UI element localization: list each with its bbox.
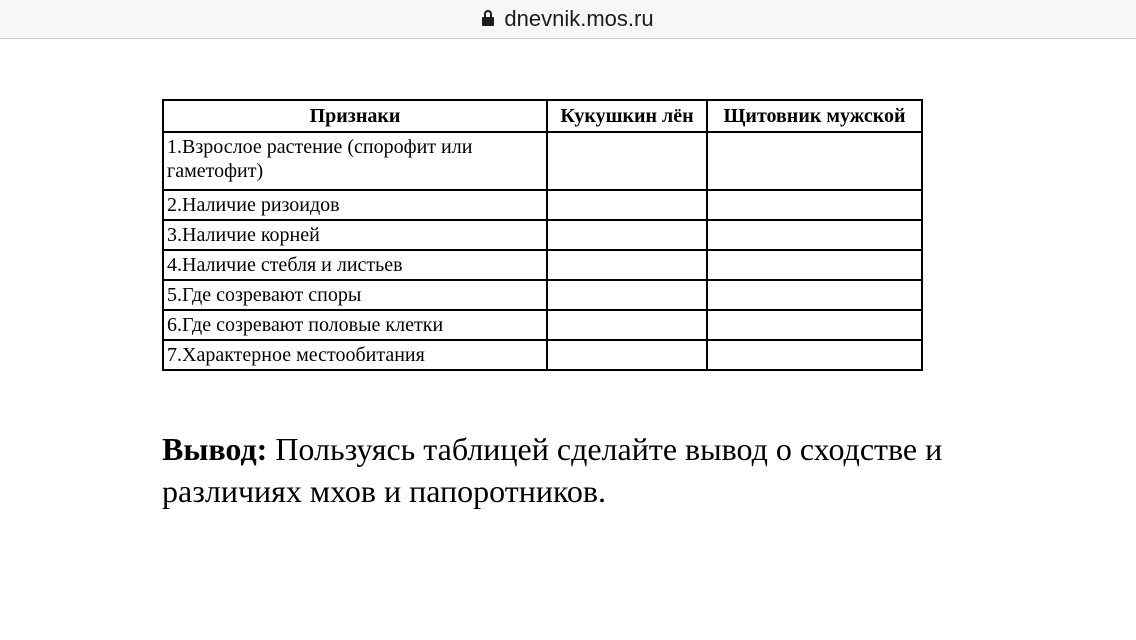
conclusion-label: Вывод: [162,431,268,467]
row-cell-dryopteris [707,280,922,310]
header-dryopteris: Щитовник мужской [707,100,922,132]
row-cell-dryopteris [707,340,922,370]
row-cell-dryopteris [707,132,922,190]
header-features: Признаки [163,100,547,132]
row-feature: 1.Взрослое растение (спорофит или гаметофит) [163,132,547,190]
row-feature: 7.Характерное местообитания [163,340,547,370]
conclusion-text: Пользуясь таблицей сделайте вывод о сходстве и различиях мхов и папоротников. [162,431,943,509]
table-row [163,340,922,370]
table-row [163,220,922,250]
url-text: dnevnik.mos.ru [504,6,654,31]
row-cell-polytrichum [547,340,707,370]
page-content [0,40,1136,640]
row-cell-polytrichum [547,190,707,220]
row-cell-polytrichum [547,132,707,190]
table-row [163,132,922,190]
conclusion-paragraph [162,428,1022,512]
table-row [163,190,922,220]
row-cell-dryopteris [707,220,922,250]
header-polytrichum: Кукушкин лён [547,100,707,132]
row-cell-dryopteris [707,250,922,280]
row-cell-polytrichum [547,220,707,250]
row-feature: 3.Наличие корней [163,220,547,250]
row-feature: 2.Наличие ризоидов [163,190,547,220]
table-row [163,250,922,280]
row-cell-polytrichum [547,250,707,280]
row-feature: 4.Наличие стебля и листьев [163,250,547,280]
row-feature: 5.Где созревают споры [163,280,547,310]
address-bar[interactable] [0,0,1136,39]
row-feature: 6.Где созревают половые клетки [163,310,547,340]
row-cell-dryopteris [707,310,922,340]
table-header-row [163,100,922,132]
row-cell-polytrichum [547,280,707,310]
table-row [163,280,922,310]
row-cell-dryopteris [707,190,922,220]
row-cell-polytrichum [547,310,707,340]
table-row [163,310,922,340]
lock-icon [482,10,494,26]
comparison-table [162,99,923,371]
